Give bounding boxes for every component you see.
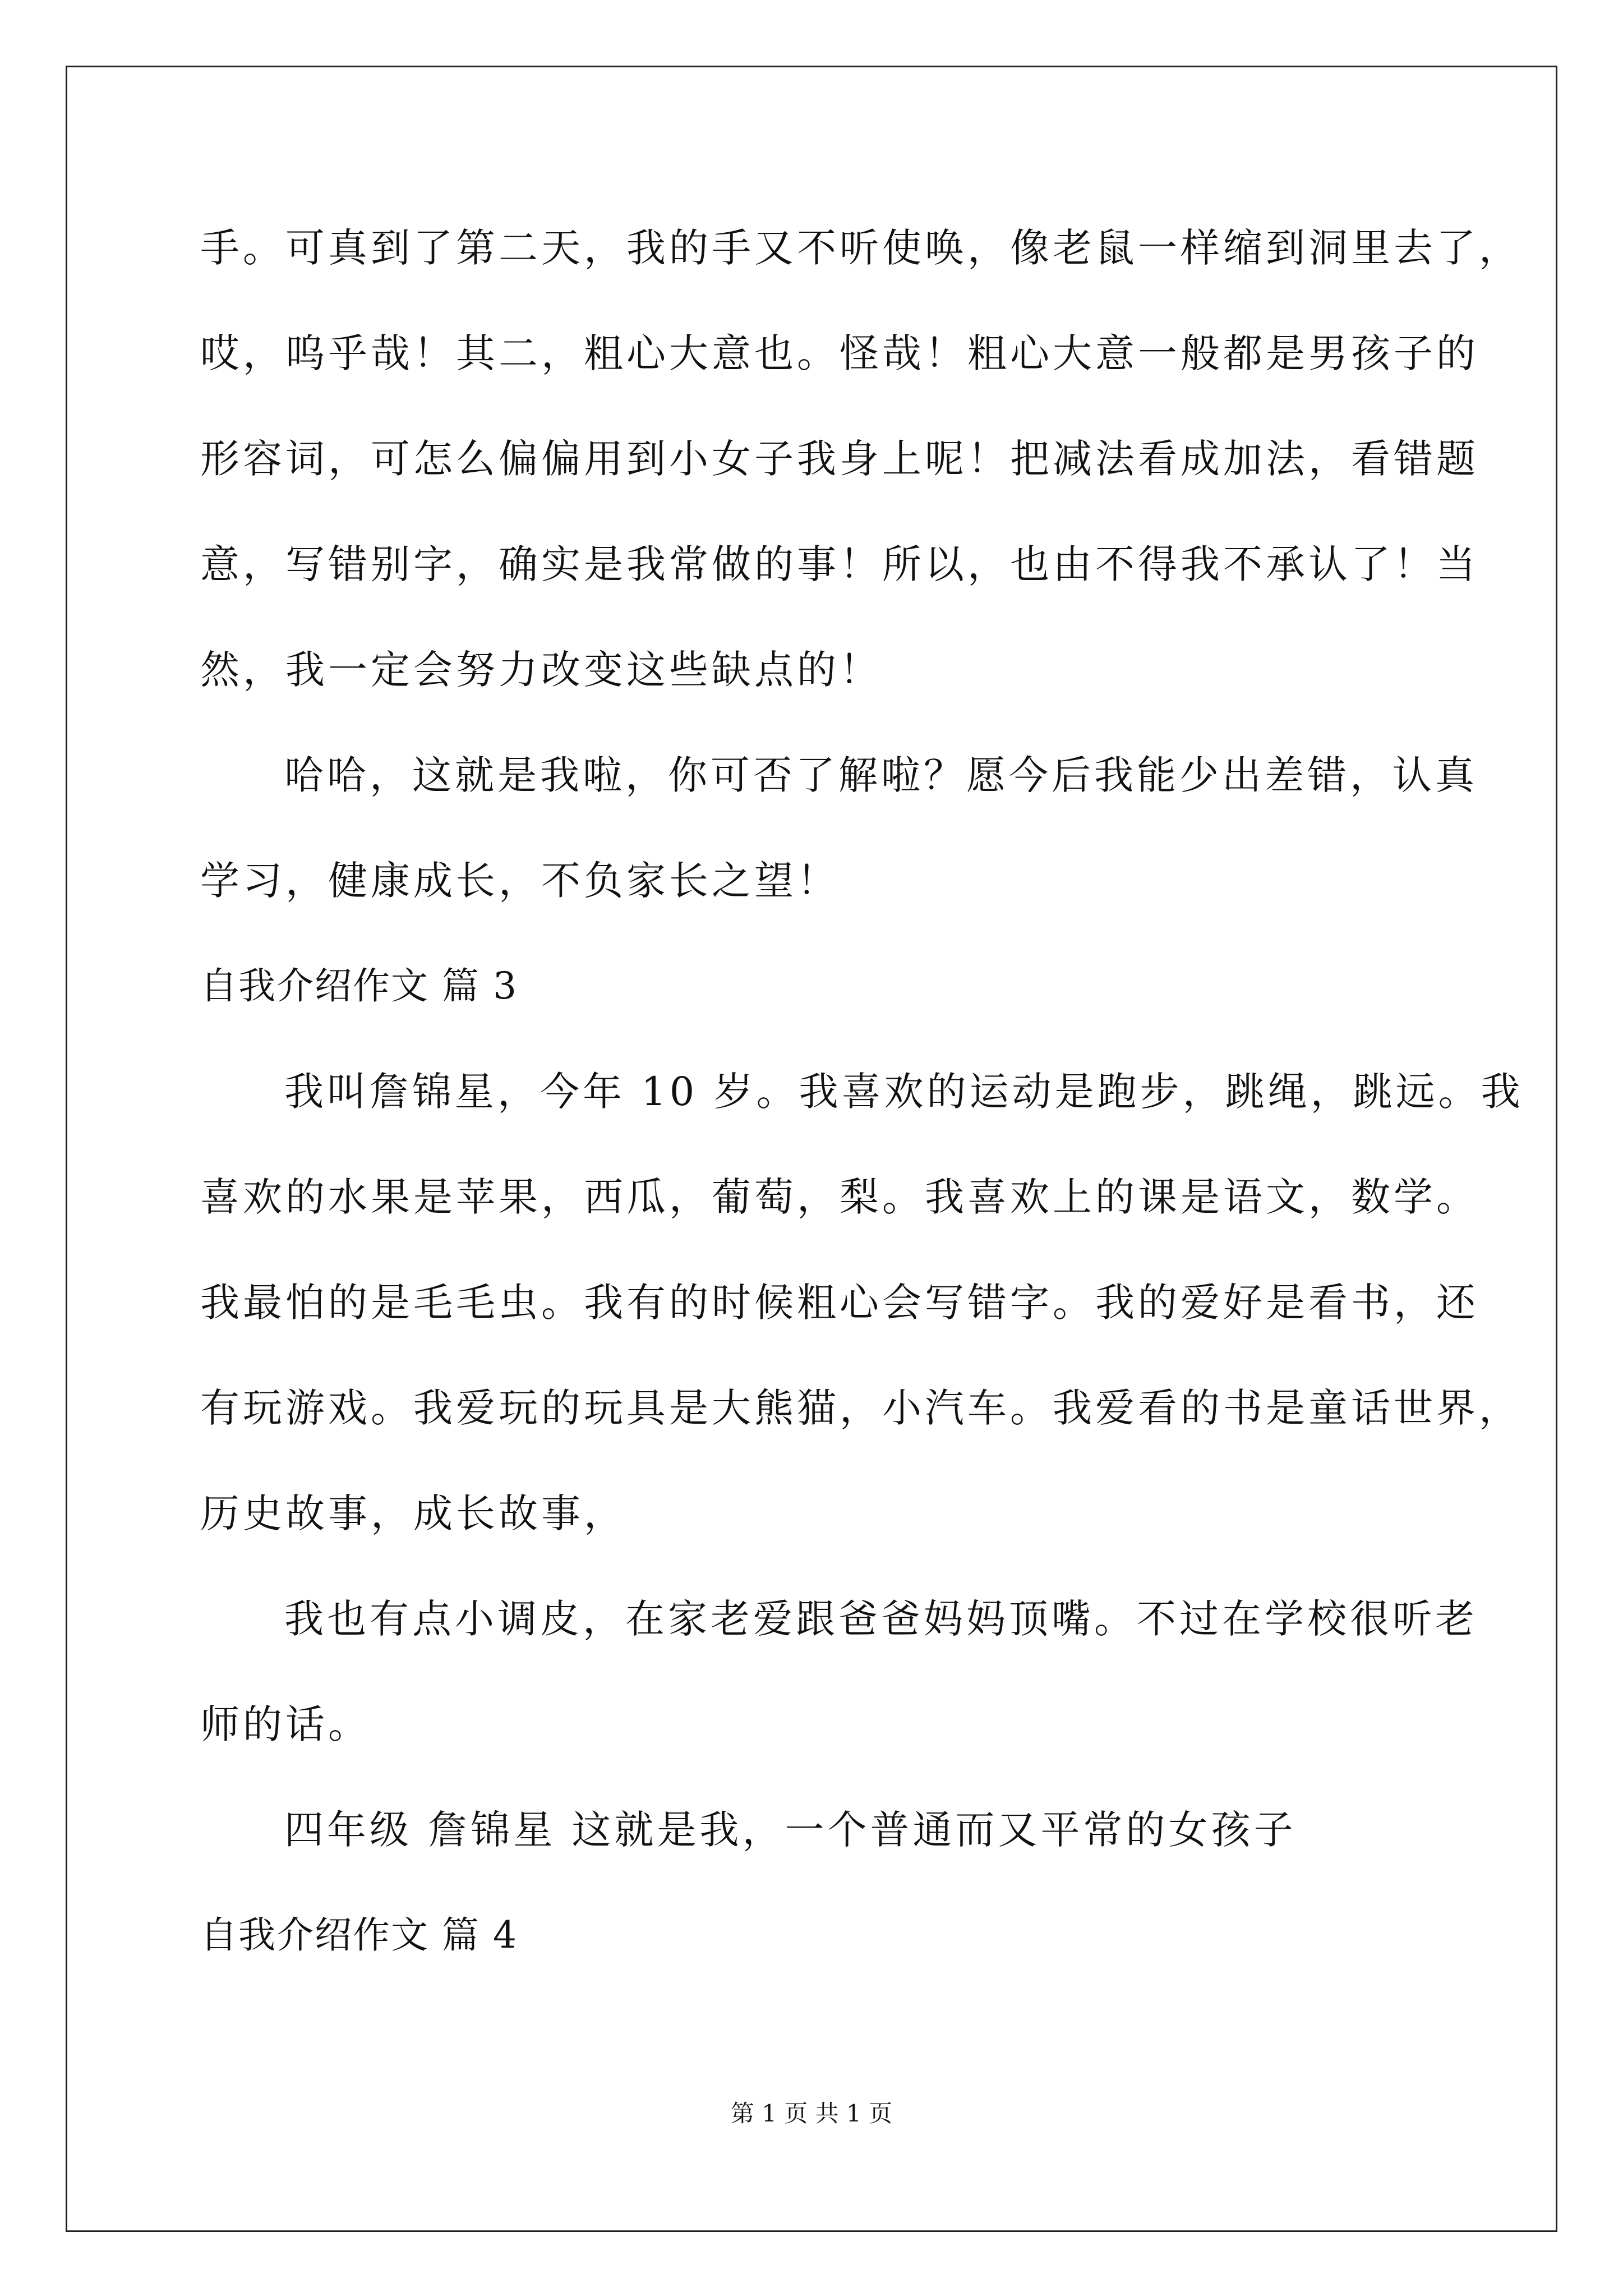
paragraph-start: 四年级 詹锦星 这就是我，一个普通而又平常的女孩子 (284, 1807, 1297, 1853)
section-heading: 自我介绍作文 篇 3 (200, 964, 518, 1007)
text-line: 哎，呜乎哉！其二，粗心大意也。怪哉！粗心大意一般都是男孩子的 (200, 330, 1479, 376)
text-line: 形容词，可怎么偏偏用到小女子我身上呢！把减法看成加法，看错题 (200, 436, 1479, 482)
paragraph-start: 我叫詹锦星，今年 10 岁。我喜欢的运动是跑步，跳绳，跳远。我 (284, 1069, 1524, 1115)
text-line: 意，写错别字，确实是我常做的事！所以，也由不得我不承认了！当 (200, 541, 1479, 587)
text-line: 学习，健康成长，不负家长之望！ (200, 858, 840, 904)
text-line: 师的话。 (200, 1701, 371, 1747)
text-line: 我最怕的是毛毛虫。我有的时候粗心会写错字。我的爱好是看书，还 (200, 1280, 1479, 1326)
document-body (200, 220, 1524, 2013)
paragraph-start: 哈哈，这就是我啦，你可否了解啦？愿今后我能少出差错，认真 (284, 752, 1478, 798)
page-footer: 第 1 页 共 1 页 (730, 2100, 893, 2127)
text-line: 手。可真到了第二天，我的手又不听使唤，像老鼠一样缩到洞里去了， (200, 225, 1521, 271)
text-line: 有玩游戏。我爱玩的玩具是大熊猫，小汽车。我爱看的书是童话世界， (200, 1385, 1521, 1431)
text-line: 然，我一定会努力改变这些缺点的！ (200, 647, 882, 693)
text-line: 历史故事，成长故事， (200, 1490, 626, 1536)
paragraph-start: 我也有点小调皮，在家老爱跟爸爸妈妈顶嘴。不过在学校很听老 (284, 1596, 1478, 1642)
section-heading: 自我介绍作文 篇 4 (200, 1913, 518, 1957)
text-line: 喜欢的水果是苹果，西瓜，葡萄，梨。我喜欢上的课是语文，数学。 (200, 1174, 1479, 1220)
